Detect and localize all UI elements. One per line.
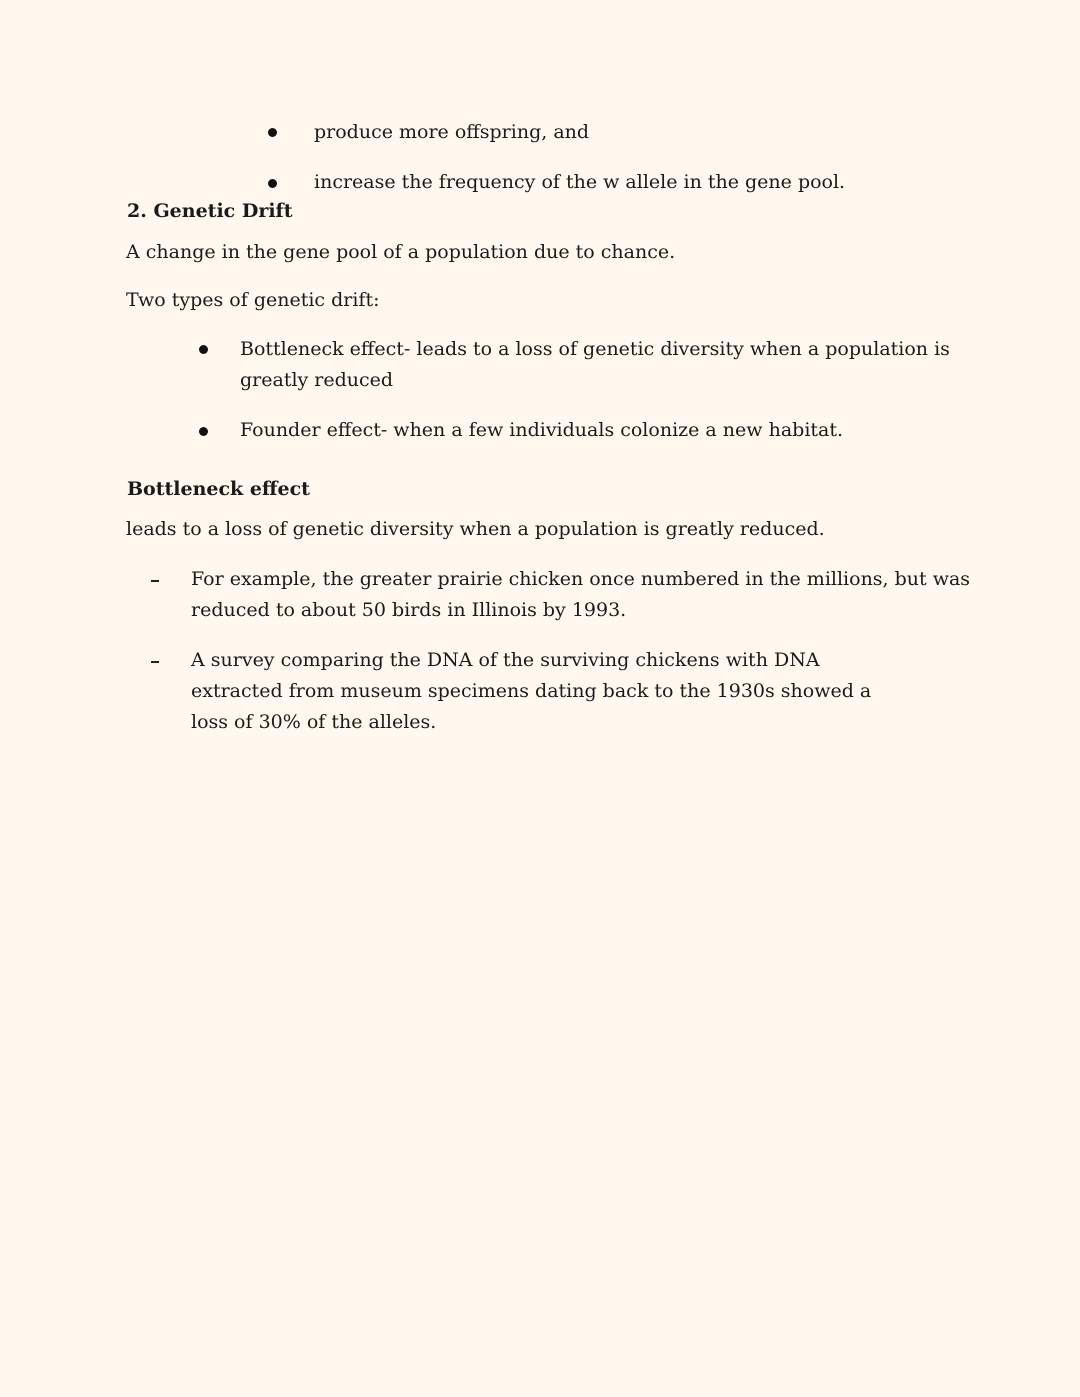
genetic-drift-definition: A change in the gene pool of a population due to chance. — [126, 241, 676, 263]
bullet-icon — [268, 179, 277, 188]
dash-icon — [151, 580, 159, 582]
section-heading-genetic-drift: 2. Genetic Drift — [127, 200, 293, 222]
section-heading-bottleneck: Bottleneck effect — [127, 478, 310, 500]
bottleneck-point: A survey comparing the DNA of the surviving chickens with DNA extracted from museum specimens dating back to the 1930s showed a loss of 30% of the alleles. — [191, 649, 872, 733]
bullet-icon — [199, 427, 208, 436]
drift-type-item: Founder effect- when a few individuals colonize a new habitat. — [240, 419, 844, 441]
top-bullet-item: produce more offspring, and — [314, 121, 590, 143]
drift-type-item: Bottleneck effect- leads to a loss of genetic diversity when a population is greatly reduced — [240, 338, 950, 391]
top-bullet-item: increase the frequency of the w allele in the gene pool. — [314, 171, 846, 193]
dash-icon — [151, 661, 159, 663]
bottleneck-point: For example, the greater prairie chicken once numbered in the millions, but was reduced to about 50 birds in Illinois by 1993. — [191, 568, 971, 621]
bullet-icon — [199, 345, 208, 354]
genetic-drift-types-intro: Two types of genetic drift: — [126, 289, 380, 311]
bottleneck-definition: leads to a loss of genetic diversity when a population is greatly reduced. — [126, 518, 825, 540]
bullet-icon — [268, 128, 277, 137]
